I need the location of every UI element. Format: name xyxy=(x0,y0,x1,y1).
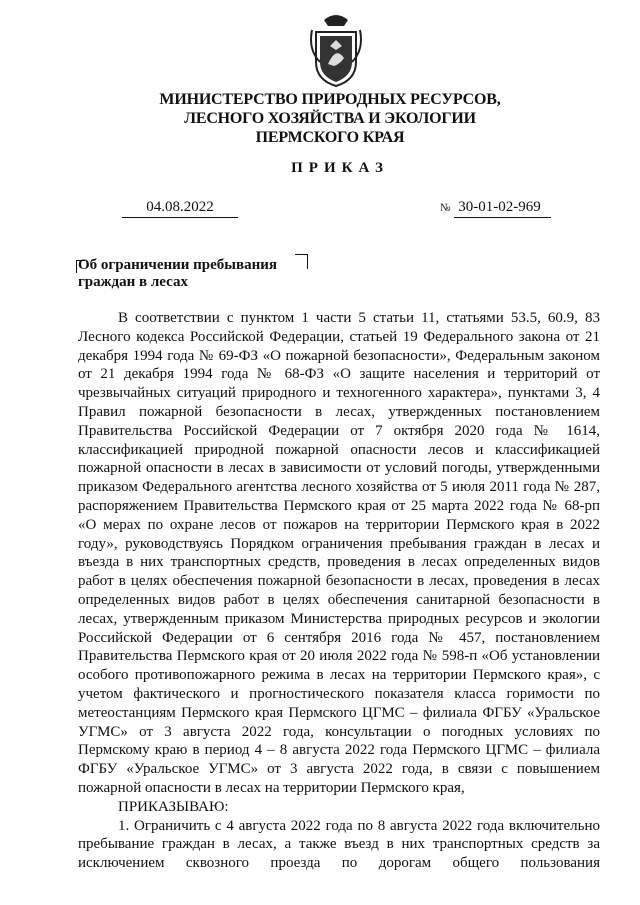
ministry-line-3: ПЕРМСКОГО КРАЯ xyxy=(255,129,405,146)
ministry-line-1: МИНИСТЕРСТВО ПРИРОДНЫХ РЕСУРСОВ, xyxy=(159,91,501,108)
ministry-line-2: ЛЕСНОГО ХОЗЯЙСТВА И ЭКОЛОГИИ xyxy=(184,110,476,127)
subject-line-2: граждан в лесах xyxy=(78,274,188,290)
document-body xyxy=(78,309,600,873)
subject-line-1: Об ограничении пребывания xyxy=(78,257,278,273)
document-subject xyxy=(78,257,338,291)
order-word: ПРИКАЗЫВАЮ: xyxy=(118,798,229,815)
item-1-paragraph: 1. Ограничить с 4 августа 2022 года по 8 августа 2022 года включительно пребывание граждан в лесах, а также въезд в них транспортных средств за исключением сквозного проезда по дорогам общего пользования xyxy=(78,817,600,872)
document-number xyxy=(440,199,551,218)
document-date: 04.08.2022 xyxy=(122,199,238,218)
preamble-paragraph: В соответствии с пунктом 1 части 5 статьи 11, статьями 53.5, 60.9, 83 Лесного кодекса Российской Федерации, статьей 19 Федерального закона от 21 декабря 1994 года № 69-ФЗ «О пожарной безопасности», Федеральным законом от 21 декабря 1994 года № 68-ФЗ «О защите населения и территорий от чрезвычайных ситуаций природного и техногенного характера», пунктами 3, 4 Правил пожарной безопасности в лесах, утвержденных постановлением Правительства Российской Федерации от 7 октября 2020 года № 1614, классификацией природной пожарной опасности лесов и классификацией пожарной опасности в лесах в зависимости от условий погоды, утвержденными приказом Федерального агентства лесного хозяйства от 5 июля 2011 года № 287, распоряжением Правительства Пермского края от 25 марта 2022 года № 68-рп «О мерах по охране лесов от пожаров на территории Пермского края в 2022 году», руководствуясь Порядком ограничения пребывания граждан в лесах и въезда в них транспортных средств, проведения в лесах определенных видов работ в целях обеспечения пожарной безопасности в лесах, проведения в лесах определенных видов работ в целях обеспечения санитарной безопасности в лесах, утвержденным приказом Министерства природных ресурсов и экологии Российской Федерации от 6 сентября 2016 года № 457, постановлением Правительства Пермского края от 20 июля 2022 года № 598-п «Об установлении особого противопожарного режима в лесах на территории Пермского края», с учетом фактического и прогностического показателя класса горимости по метеостанциям Пермского края Пермского ЦГМС – филиала ФГБУ «Уральское УГМС» от 3 августа 2022 года, консультации о погодных условиях по Пермскому краю в период 4 – 8 августа 2022 года Пермского ЦГМС – филиала ФГБУ «Уральское УГМС» от 3 августа 2022 года, в связи с повышением пожарной опасности в лесах на территории Пермского края, xyxy=(78,310,600,796)
document-type: ПРИКАЗ xyxy=(291,160,389,176)
ministry-name xyxy=(120,90,540,147)
number-value: 30-01-02-969 xyxy=(454,199,551,218)
number-sign: № xyxy=(440,202,451,214)
coat-of-arms-icon xyxy=(306,10,366,88)
